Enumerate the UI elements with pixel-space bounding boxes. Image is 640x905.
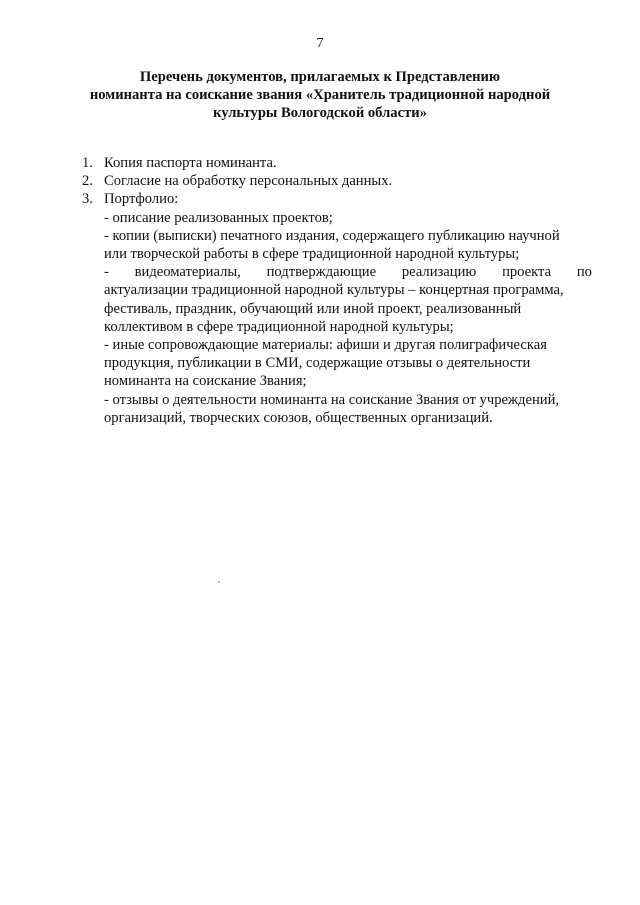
word: -	[104, 264, 109, 281]
title-line-2: номинанта на соискание звания «Хранитель традиционной народной	[89, 87, 551, 103]
word: подтверждающие	[266, 264, 377, 281]
portfolio-subitem-3-line-2: актуализации традиционной народной культуры – концертная программа,	[104, 282, 564, 299]
word: проекта	[502, 264, 552, 281]
list-item	[82, 190, 592, 208]
portfolio-subitem-2-line-1: - копии (выписки) печатного издания, содержащего публикацию научной	[104, 227, 560, 244]
title-line-1: Перечень документов, прилагаемых к Представлению	[139, 69, 501, 85]
word: видеоматериалы,	[134, 264, 241, 281]
list-item-number: 3.	[82, 191, 93, 208]
list-item-number: 1.	[82, 155, 93, 171]
portfolio-subitem-4-line-1: - иные сопровождающие материалы: афиши и другая полиграфическая	[104, 337, 547, 354]
list-item-text: Портфолио:	[104, 191, 179, 208]
portfolio-sublist	[104, 209, 592, 427]
portfolio-subitem-2-line-2: или творческой работы в сфере традиционной народной культуры;	[104, 246, 520, 263]
documents-list	[82, 154, 592, 427]
portfolio-subitem-4-line-3: номинанта на соискание Звания;	[104, 373, 307, 390]
list-item	[82, 154, 592, 172]
list-item-text: Копия паспорта номинанта.	[104, 155, 277, 171]
portfolio-subitem-5-line-2: организаций, творческих союзов, общественных организаций.	[104, 409, 493, 426]
word: по	[576, 264, 592, 281]
list-item-number: 2.	[82, 173, 93, 190]
document-title	[40, 68, 600, 122]
portfolio-subitem-4-line-2: продукция, публикации в СМИ, содержащие отзывы о деятельности	[104, 355, 531, 372]
list-item-text: Согласие на обработку персональных данных.	[104, 173, 393, 190]
portfolio-subitem-3-line-4: коллективом в сфере традиционной народной культуры;	[104, 318, 454, 335]
portfolio-subitem-1: - описание реализованных проектов;	[104, 209, 333, 226]
portfolio-subitem-3-line-3: фестиваль, праздник, обучающий или иной проект, реализованный	[104, 300, 522, 317]
portfolio-subitem-5-line-1: - отзывы о деятельности номинанта на соискание Звания от учреждений,	[104, 391, 560, 408]
portfolio-subitem-3-line-1	[104, 263, 592, 281]
title-line-3: культуры Вологодской области»	[213, 105, 427, 121]
list-item	[82, 172, 592, 190]
word: реализацию	[401, 264, 477, 281]
page-number: 7	[316, 36, 324, 51]
scan-speck	[218, 581, 220, 583]
